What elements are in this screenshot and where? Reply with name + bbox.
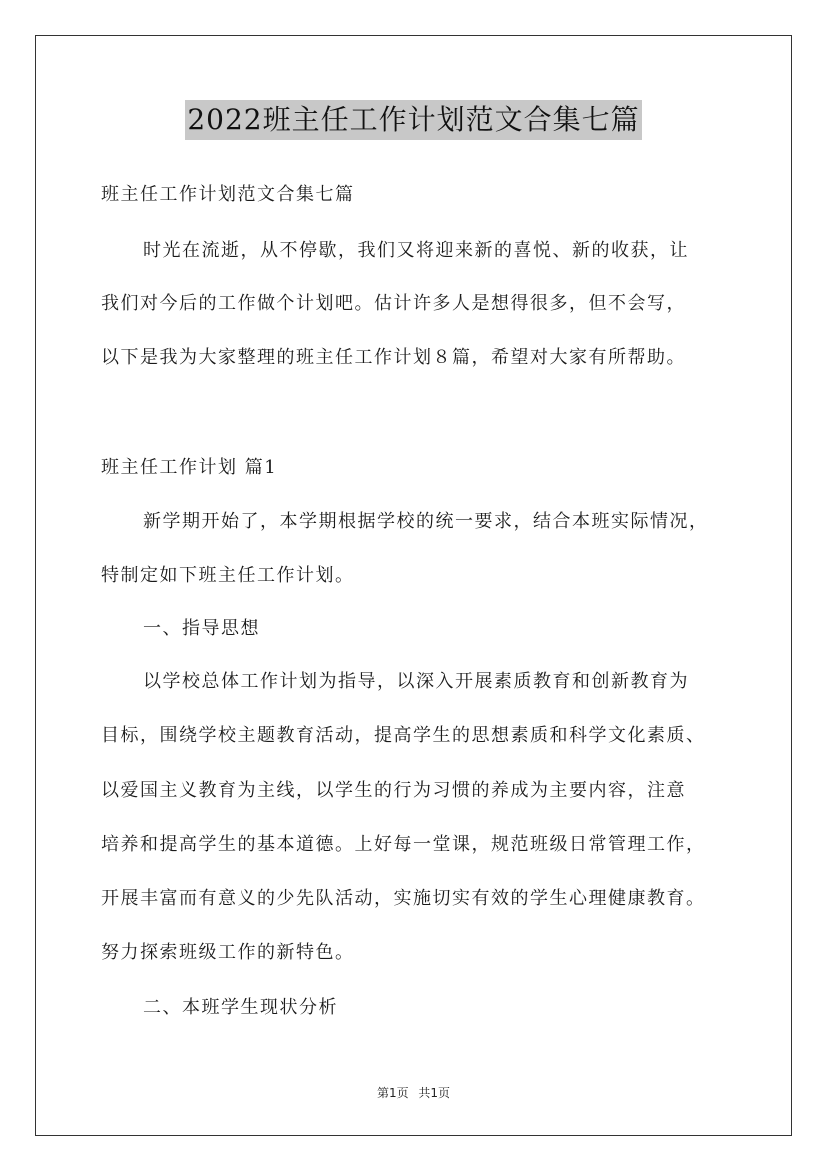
paragraph-line: 培养和提高学生的基本道德。上好每一堂课，规范班级日常管理工作， <box>101 834 706 855</box>
page-number: 第1页 <box>376 1086 409 1100</box>
paragraph-line: 特制定如下班主任工作计划。 <box>101 565 355 586</box>
paragraph-line: 以下是我为大家整理的班主任工作计划８篇，希望对大家有所帮助。 <box>101 347 686 368</box>
page-footer <box>0 1084 827 1101</box>
section-heading: 班主任工作计划 篇1 <box>101 457 278 478</box>
paragraph-line: 我们对今后的工作做个计划吧。估计许多人是想得很多，但不会写， <box>101 293 686 314</box>
document-title: 2022班主任工作计划范文合集七篇 <box>185 100 641 140</box>
paragraph-line: 努力探索班级工作的新特色。 <box>101 942 355 963</box>
page-total: 共1页 <box>418 1086 451 1100</box>
paragraph-line: 开展丰富而有意义的少先队活动，实施切实有效的学生心理健康教育。 <box>101 888 706 909</box>
title-container <box>0 100 827 140</box>
paragraph-line: 以学校总体工作计划为指导，以深入开展素质教育和创新教育为 <box>143 671 689 692</box>
subsection-heading: 二、本班学生现状分析 <box>143 997 338 1018</box>
paragraph-line: 新学期开始了，本学期根据学校的统一要求，结合本班实际情况， <box>143 511 709 532</box>
subsection-heading: 一、指导思想 <box>143 618 260 639</box>
paragraph-line: 以爱国主义教育为主线，以学生的行为习惯的养成为主要内容，注意 <box>101 780 686 801</box>
paragraph-line: 时光在流逝，从不停歇，我们又将迎来新的喜悦、新的收获，让 <box>143 240 689 261</box>
paragraph-line: 目标，围绕学校主题教育活动，提高学生的思想素质和科学文化素质、 <box>101 725 706 746</box>
subtitle-line: 班主任工作计划范文合集七篇 <box>101 184 355 205</box>
